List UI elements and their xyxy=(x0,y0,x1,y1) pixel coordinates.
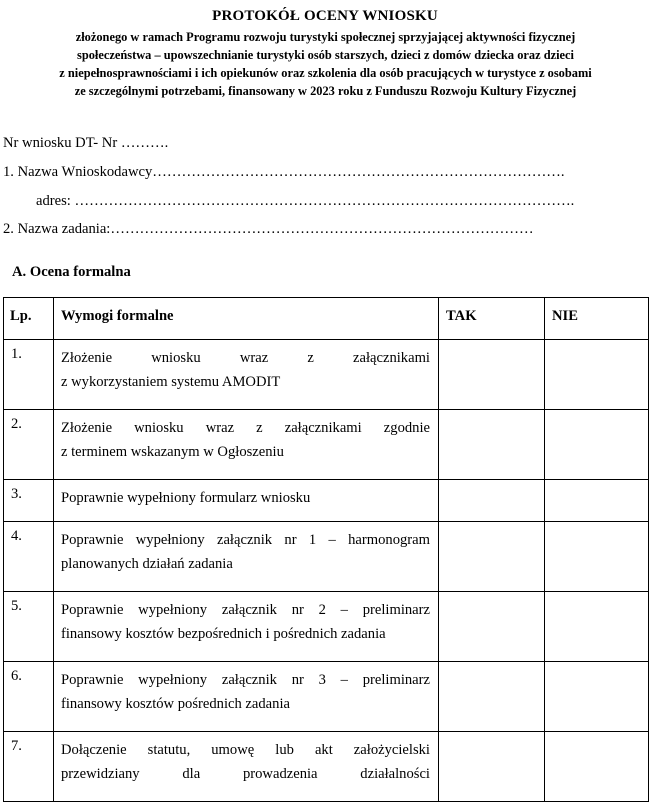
table-row xyxy=(4,340,649,410)
requirement-text-cont: z terminem wskazanym w Ogłoszeniu xyxy=(61,444,284,460)
header-lp: Lp. xyxy=(4,298,54,340)
table-row xyxy=(4,592,649,662)
requirement-cell xyxy=(54,410,439,480)
applicant-name-field: 1. Nazwa Wnioskodawcy…………………………………………………………………………. xyxy=(3,164,565,180)
requirement-text: Poprawnie wypełniony załącznik nr 1 – harmonogram xyxy=(61,532,430,548)
requirement-text: Złożenie wniosku wraz z załącznikami xyxy=(61,350,430,366)
requirement-text-cont: finansowy kosztów bezpośrednich i pośrednich zadania xyxy=(61,626,386,642)
table-row xyxy=(4,410,649,480)
yes-cell[interactable] xyxy=(439,480,545,522)
header-requirements: Wymogi formalne xyxy=(54,298,439,340)
subtitle-line: ze szczególnymi potrzebami, finansowany w 2023 roku z Funduszu Rozwoju Kultury Fizycznej xyxy=(74,84,577,98)
row-number: 6. xyxy=(4,662,54,732)
yes-cell[interactable] xyxy=(439,340,545,410)
requirement-text-cont: przewidziany dla prowadzenia działalności xyxy=(61,766,430,782)
requirement-cell xyxy=(54,592,439,662)
address-field: adres: …………………………………………………………………………………………. xyxy=(36,193,575,209)
no-cell[interactable] xyxy=(545,340,649,410)
task-name-field: 2. Nazwa zadania:…………………………………………………………………………… xyxy=(3,221,534,237)
subtitle-line: z niepełnosprawnościami i ich opiekunów oraz szkolenia dla osób pracujących w turystyce z osobami xyxy=(59,66,592,80)
yes-cell[interactable] xyxy=(439,522,545,592)
row-number: 7. xyxy=(4,732,54,802)
no-cell[interactable] xyxy=(545,522,649,592)
table-row xyxy=(4,662,649,732)
application-number-field: Nr wniosku DT- Nr ………. xyxy=(3,135,169,151)
requirement-text-cont: z wykorzystaniem systemu AMODIT xyxy=(61,374,281,390)
requirement-cell xyxy=(54,522,439,592)
table-header-row xyxy=(4,298,649,340)
requirement-text: Poprawnie wypełniony formularz wniosku xyxy=(61,490,311,506)
formal-requirements-table xyxy=(3,297,649,802)
subtitle-line: złożonego w ramach Programu rozwoju turystyki społecznej sprzyjającej aktywności fizycznej xyxy=(75,30,576,44)
yes-cell[interactable] xyxy=(439,662,545,732)
no-cell[interactable] xyxy=(545,592,649,662)
row-number: 4. xyxy=(4,522,54,592)
requirement-text: Poprawnie wypełniony załącznik nr 2 – preliminarz xyxy=(61,602,430,618)
requirement-cell xyxy=(54,732,439,802)
yes-cell[interactable] xyxy=(439,732,545,802)
table-row xyxy=(4,522,649,592)
requirement-text: Złożenie wniosku wraz z załącznikami zgodnie xyxy=(61,420,430,436)
subtitle-line: społeczeństwa – upowszechnianie turystyki osób starszych, dzieci z domów dziecka oraz dzieci xyxy=(77,48,574,62)
yes-cell[interactable] xyxy=(439,410,545,480)
row-number: 3. xyxy=(4,480,54,522)
document-subtitle xyxy=(4,28,647,100)
header-no: NIE xyxy=(545,298,649,340)
document-title: PROTOKÓŁ OCENY WNIOSKU xyxy=(212,8,438,24)
yes-cell[interactable] xyxy=(439,592,545,662)
row-number: 5. xyxy=(4,592,54,662)
row-number: 1. xyxy=(4,340,54,410)
no-cell[interactable] xyxy=(545,480,649,522)
requirement-cell xyxy=(54,340,439,410)
table-row xyxy=(4,732,649,802)
section-formal-assessment: A. Ocena formalna xyxy=(12,264,131,280)
no-cell[interactable] xyxy=(545,410,649,480)
requirement-text: Poprawnie wypełniony załącznik nr 3 – preliminarz xyxy=(61,672,430,688)
requirement-cell xyxy=(54,480,439,522)
no-cell[interactable] xyxy=(545,662,649,732)
no-cell[interactable] xyxy=(545,732,649,802)
requirement-cell xyxy=(54,662,439,732)
table-row xyxy=(4,480,649,522)
row-number: 2. xyxy=(4,410,54,480)
requirement-text-cont: finansowy kosztów pośrednich zadania xyxy=(61,696,290,712)
requirement-text: Dołączenie statutu, umowę lub akt założycielski xyxy=(61,742,430,758)
requirement-text-cont: planowanych działań zadania xyxy=(61,556,233,572)
header-yes: TAK xyxy=(439,298,545,340)
